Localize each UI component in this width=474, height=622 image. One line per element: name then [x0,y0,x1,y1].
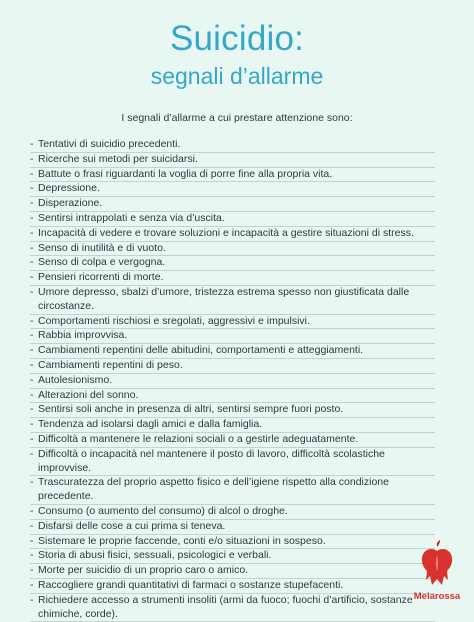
list-item: - Richiedere accesso a strumenti insoliti (armi da fuoco; fuochi d’artificio, sostanze chimiche, corde). [30,594,435,622]
list-item: - Senso di colpa e vergogna. [30,256,435,271]
page-subtitle: segnali d’allarme [150,63,324,89]
list-item: - Difficoltà a mantenere le relazioni sociali o a gestirle adeguatamente. [30,433,435,448]
list-item: - Autolesionismo. [30,374,435,389]
list-item: - Depressione. [30,182,435,197]
list-item: - Tendenza ad isolarsi dagli amici e dalla famiglia. [30,418,435,433]
list-item: - Sentirsi soli anche in presenza di altri, sentirsi sempre fuori posto. [30,403,435,418]
list-item: - Disperazione. [30,197,435,212]
intro-text: I segnali d’allarme a cui prestare attenzione sono: [121,112,353,124]
list-item: - Umore depresso, sbalzi d’umore, tristezza estrema spesso non giustificata dalle circostanze. [30,286,435,315]
brand-name: Melarossa [413,591,461,602]
list-item: - Senso di inutilità e di vuoto. [30,242,435,257]
list-item: - Sentirsi intrappolati e senza via d’uscita. [30,212,435,227]
warning-signs-list [30,138,435,622]
list-item: - Sistemare le proprie faccende, conti e/o situazioni in sospeso. [30,535,435,550]
apple-icon [420,540,454,588]
brand-logo [412,540,462,604]
list-item: - Storia di abusi fisici, sessuali, psicologici e verbali. [30,549,435,564]
list-item: - Cambiamenti repentini di peso. [30,359,435,374]
list-item: - Incapacità di vedere e trovare soluzioni e incapacità a gestire situazioni di stress. [30,227,435,242]
list-item: - Tentativi di suicidio precedenti. [30,138,435,153]
list-item: - Rabbia improvvisa. [30,329,435,344]
page-title: Suicidio: [169,19,305,58]
list-item: - Trascuratezza del proprio aspetto fisico e dell’igiene rispetto alla condizione precedente. [30,476,435,505]
list-item: - Raccogliere grandi quantitativi di farmaci o sostanze stupefacenti. [30,579,435,594]
list-item: - Consumo (o aumento del consumo) di alcol o droghe. [30,505,435,520]
list-item: - Pensieri ricorrenti di morte. [30,271,435,286]
list-item: - Ricerche sui metodi per suicidarsi. [30,153,435,168]
list-item: - Disfarsi delle cose a cui prima si teneva. [30,520,435,535]
list-item: - Battute o frasi riguardanti la voglia di porre fine alla propria vita. [30,168,435,183]
list-item: - Comportamenti rischiosi e sregolati, aggressivi e impulsivi. [30,315,435,330]
list-item: - Difficoltà o incapacità nel mantenere il posto di lavoro, difficoltà scolastiche improvvise. [30,448,435,477]
list-item: - Alterazioni del sonno. [30,389,435,404]
list-item: - Morte per suicidio di un proprio caro o amico. [30,564,435,579]
list-item: - Cambiamenti repentini delle abitudini, comportamenti e atteggiamenti. [30,344,435,359]
